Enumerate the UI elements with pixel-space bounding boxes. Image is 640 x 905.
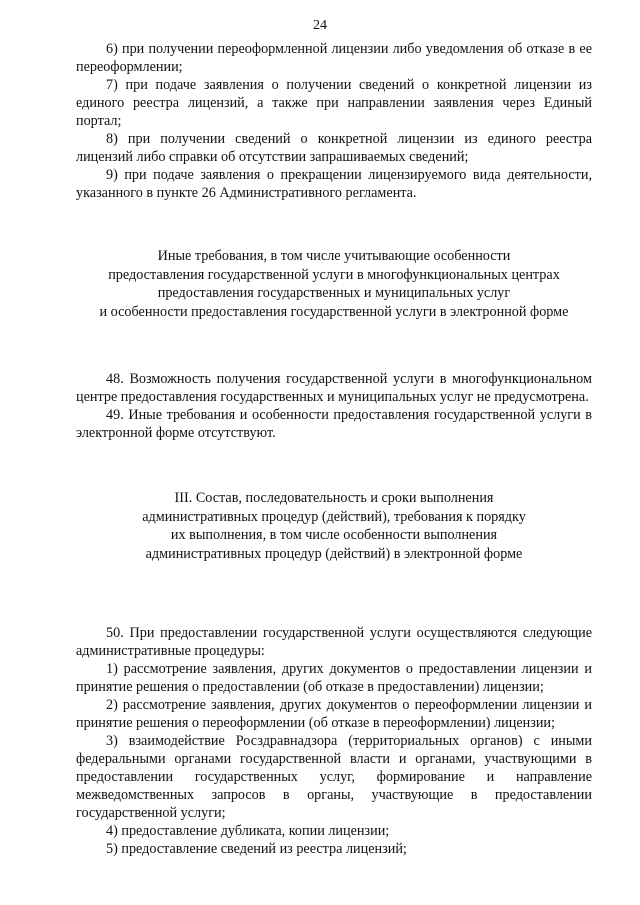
paragraph-48: 48. Возможность получения государственной услуги в многофункциональном центре предоставления государственных и муниципальных услуг не предусмотрена. (76, 371, 592, 405)
heading-line: административных процедур (действий), требования к порядку (142, 508, 526, 525)
section-heading-iii (76, 489, 592, 563)
paragraph-50: 50. При предоставлении государственной услуги осуществляются следующие административные процедуры: (76, 625, 592, 659)
heading-line: III. Состав, последовательность и сроки выполнения (174, 490, 494, 506)
list-item-6: 6) при получении переоформленной лицензии либо уведомления об отказе в ее переоформлении; (76, 41, 592, 75)
heading-line: их выполнения, в том числе особенности выполнения (170, 527, 498, 543)
heading-line: и особенности предоставления государственной услуги в электронной форме (99, 303, 569, 320)
paragraph-group-48-49 (76, 370, 592, 442)
list-item-7: 7) при подаче заявления о получении сведений о конкретной лицензии из единого реестра лицензий, а также при направлении заявления через Единый портал; (76, 77, 592, 129)
section-heading-other-requirements (76, 247, 592, 321)
paragraph-49: 49. Иные требования и особенности предоставления государственной услуги в электронной форме отсутствуют. (76, 407, 592, 441)
heading-line: предоставления государственных и муниципальных услуг (157, 285, 511, 301)
procedure-item-5: 5) предоставление сведений из реестра лицензий; (106, 841, 407, 857)
heading-line: предоставления государственной услуги в многофункциональных центрах (108, 266, 560, 283)
heading-line: административных процедур (действий) в электронной форме (145, 545, 523, 562)
procedure-item-4: 4) предоставление дубликата, копии лицензии; (106, 823, 390, 839)
procedure-item-2: 2) рассмотрение заявления, других документов о переоформлении лицензии и принятие решения о переоформлении (об отказе в переоформлении) лицензии; (76, 697, 592, 731)
page-number: 24 (313, 18, 327, 33)
document-body (76, 40, 592, 858)
heading-line: Иные требования, в том числе учитывающие особенности (157, 248, 511, 264)
paragraph-group-50 (76, 624, 592, 858)
procedure-item-1: 1) рассмотрение заявления, других документов о предоставлении лицензии и принятие решения о предоставлении (об отказе в предоставлении) лицензии; (76, 661, 592, 695)
list-item-8: 8) при получении сведений о конкретной лицензии из единого реестра лицензий либо справки об отсутствии запрашиваемых сведений; (76, 131, 592, 165)
procedure-item-3: 3) взаимодействие Росздравнадзора (территориальных органов) с иными федеральными органами государственной власти и органами, участвующими в предоставлении государственных услуг, формирование и направление межведомственных запросов в органы, участвующие в предоставлении государственной услуги; (76, 733, 592, 821)
list-item-9: 9) при подаче заявления о прекращении лицензируемого вида деятельности, указанного в пункте 26 Административного регламента. (76, 167, 592, 201)
paragraph-group-list-end (76, 40, 592, 202)
